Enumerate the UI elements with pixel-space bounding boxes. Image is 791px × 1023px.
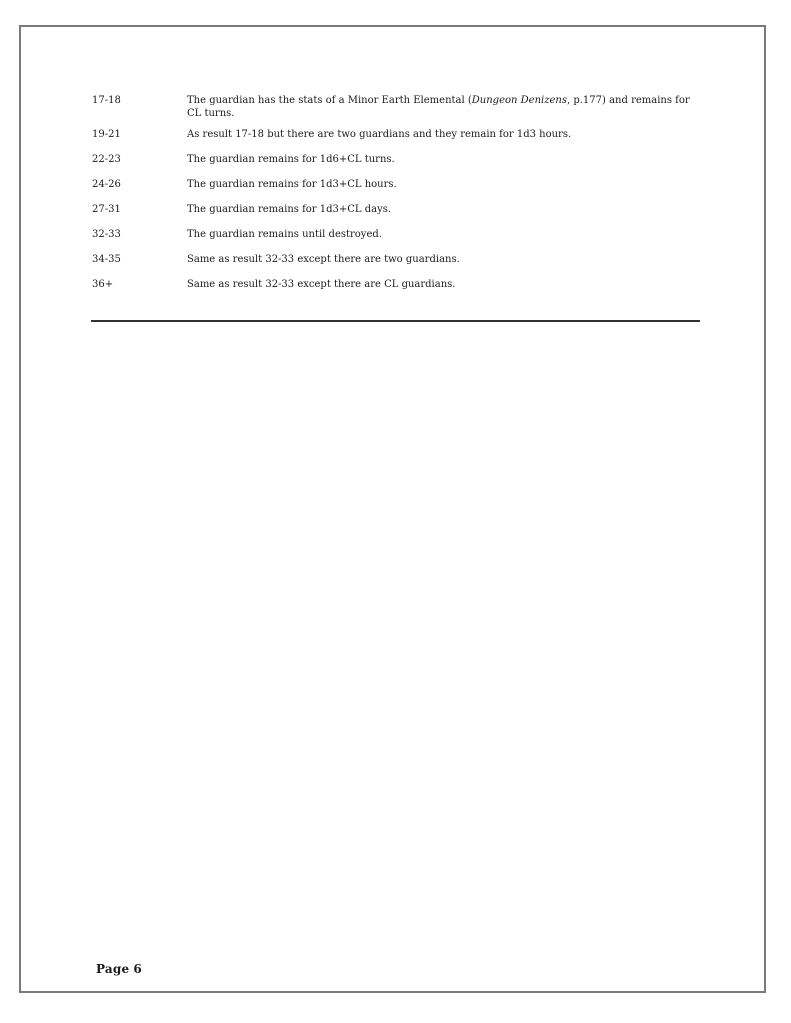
result-description	[187, 94, 692, 120]
table-row	[92, 253, 692, 266]
result-description-text: , p.177) and remains for CL turns.	[187, 95, 690, 119]
table-row	[92, 153, 692, 166]
roll-range: 32-33	[92, 229, 121, 240]
result-description: Same as result 32-33 except there are CL guardians.	[187, 279, 456, 290]
result-description: The guardian remains for 1d3+CL hours.	[187, 179, 397, 190]
result-description: The guardian remains for 1d3+CL days.	[187, 204, 392, 215]
result-description: As result 17-18 but there are two guardians and they remain for 1d3 hours.	[187, 129, 572, 140]
table-row	[92, 203, 692, 216]
table-row	[92, 178, 692, 191]
roll-range: 24-26	[92, 179, 121, 190]
roll-range: 36+	[92, 279, 114, 290]
table-row	[92, 128, 692, 141]
section-divider	[91, 320, 700, 322]
roll-range: 27-31	[92, 204, 121, 215]
result-description: The guardian remains until destroyed.	[187, 229, 382, 240]
table-row	[92, 228, 692, 241]
roll-range: 34-35	[92, 254, 121, 265]
page-label: Page	[96, 962, 130, 976]
page-footer	[96, 962, 146, 976]
roll-range: 19-21	[92, 129, 121, 140]
result-description: Same as result 32-33 except there are two guardians.	[187, 254, 460, 265]
table-row	[92, 278, 692, 291]
page-number: 6	[133, 962, 142, 976]
table-row	[92, 94, 692, 120]
book-title: Dungeon Denizens	[471, 95, 567, 106]
roll-range: 17-18	[92, 95, 121, 106]
result-description-text: The guardian has the stats of a Minor Earth Elemental (	[187, 95, 472, 106]
result-description: The guardian remains for 1d6+CL turns.	[187, 154, 395, 165]
result-table	[92, 94, 692, 291]
roll-range: 22-23	[92, 154, 121, 165]
